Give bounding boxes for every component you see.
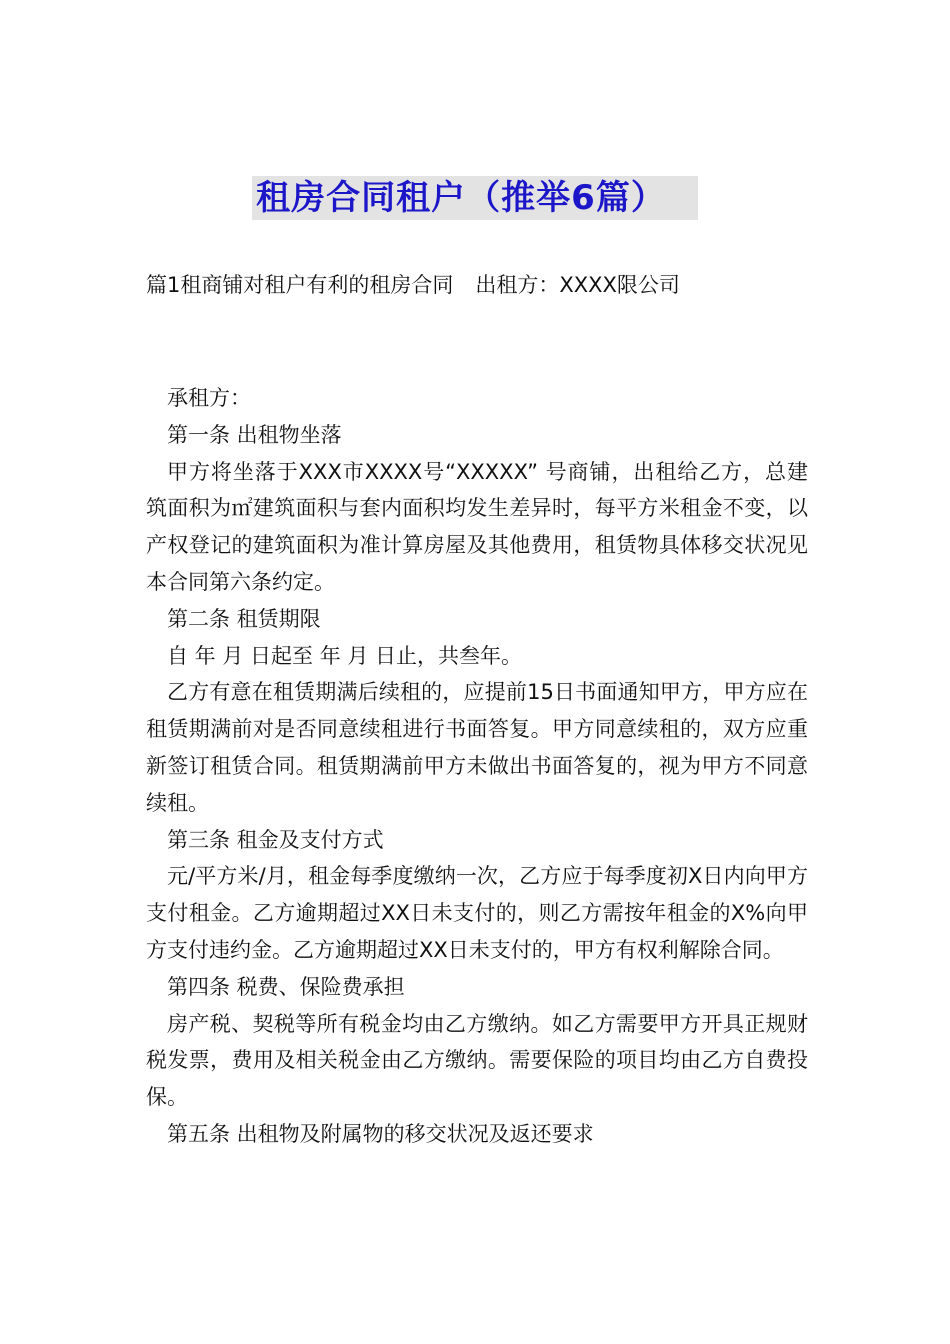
paragraph: 乙方有意在租赁期满后续租的，应提前15日书面通知甲方，甲方应在租赁期满前对是否同意续租进行书面答复。甲方同意续租的，双方应重新签订租赁合同。租赁期满前甲方未做出书面答复的，视为甲方不同意续租。 — [146, 680, 808, 815]
document-body — [146, 380, 808, 1153]
paragraph: 元/平方米/月，租金每季度缴纳一次，乙方应于每季度初X日内向甲方支付租金。乙方逾期超过XX日未支付的，则乙方需按年租金的X%向甲方支付违约金。乙方逾期超过XX日未支付的，甲方有权利解除合同。 — [146, 864, 808, 962]
article-heading: 第一条 出租物坐落 — [167, 422, 342, 447]
subtitle-section-name: 篇1租商铺对租户有利的租房合同 — [146, 273, 454, 297]
document-title: 租房合同租户（推举6篇） — [252, 176, 698, 220]
paragraph: 甲方将坐落于XXX市XXXX号“XXXXX” 号商铺，出租给乙方，总建筑面积为㎡建筑面积与套内面积均发生差异时，每平方米租金不变，以产权登记的建筑面积为准计算房屋及其他费用，租赁物具体移交状况见本合同第六条约定。 — [146, 459, 808, 594]
paragraph: 自 年 月 日起至 年 月 日止，共叁年。 — [167, 643, 523, 668]
paragraph: 房产税、契税等所有税金均由乙方缴纳。如乙方需要甲方开具正规财税发票，费用及相关税金由乙方缴纳。需要保险的项目均由乙方自费投保。 — [146, 1011, 808, 1110]
subtitle-lessor: 出租方：XXXX限公司 — [475, 273, 680, 297]
article-heading: 第五条 出租物及附属物的移交状况及返还要求 — [167, 1121, 594, 1146]
document-subtitle — [146, 270, 680, 300]
article-heading: 第三条 租金及支付方式 — [167, 827, 384, 852]
article-heading: 第四条 税费、保险费承担 — [167, 974, 405, 999]
paragraph: 承租方： — [167, 386, 251, 410]
title-container — [0, 176, 950, 220]
article-heading: 第二条 租赁期限 — [167, 606, 321, 631]
